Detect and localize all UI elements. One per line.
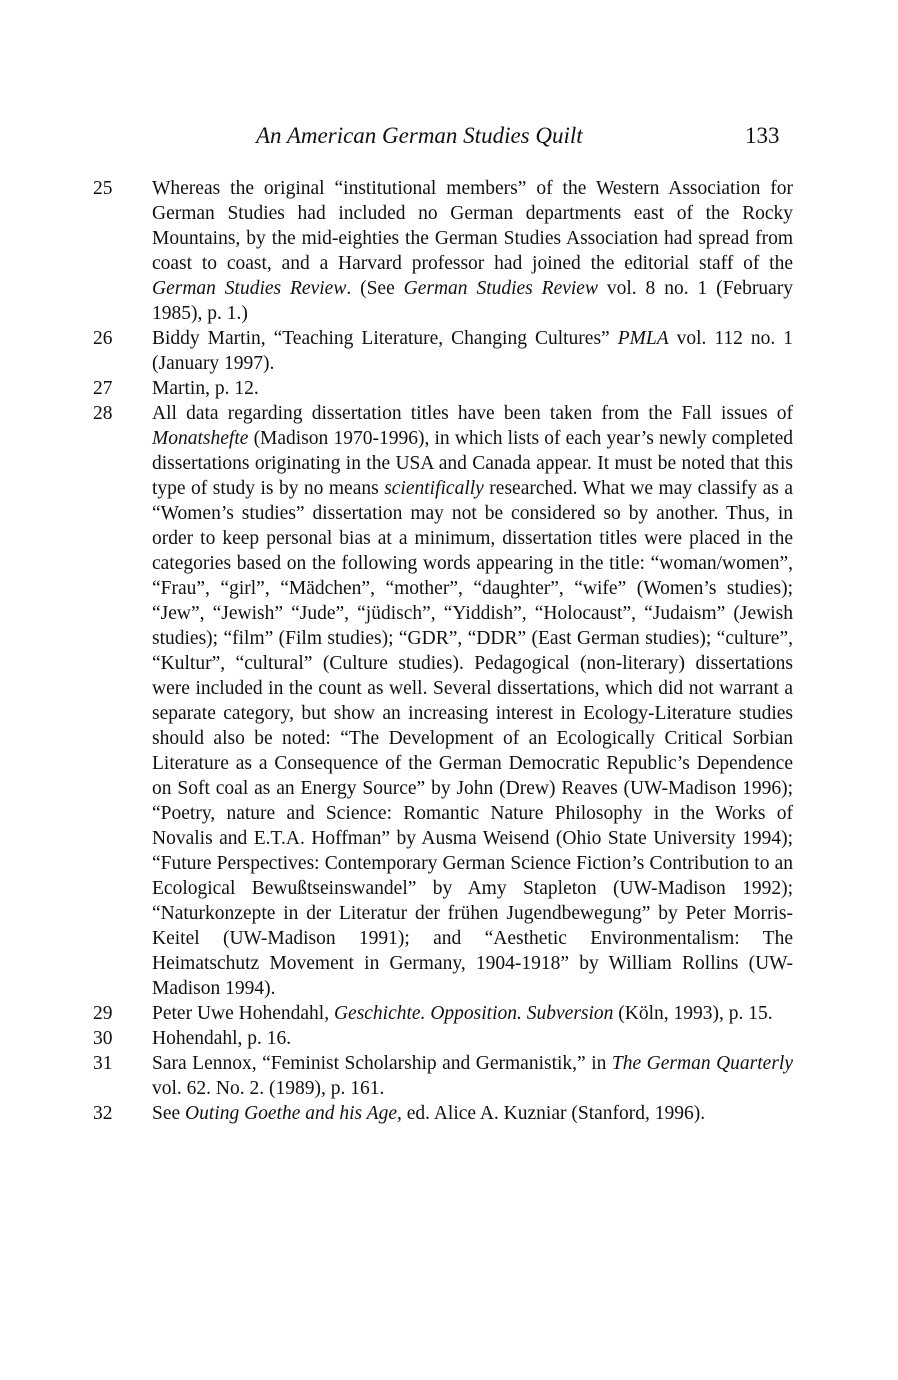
endnote-number: 29: [93, 1003, 113, 1024]
endnote-27: [93, 376, 793, 401]
endnote-text: [152, 326, 793, 376]
text-run: vol. 62. No. 2. (1989), p. 161.: [152, 1078, 385, 1099]
text-run: Sara Lennox, “Feminist Scholarship and Germanistik,” in: [152, 1053, 612, 1074]
italic-title: Outing Goethe and his Age: [185, 1103, 397, 1124]
endnote-25: [93, 176, 793, 326]
endnote-number: 26: [93, 328, 113, 349]
endnote-number: 30: [93, 1028, 113, 1049]
text-run: , ed. Alice A. Kuzniar (Stanford, 1996).: [396, 1103, 706, 1124]
text-run: vol. 8 no. 1 (February 1985), p. 1.): [152, 278, 793, 324]
endnote-number: 27: [93, 378, 113, 399]
text-run: Biddy Martin, “Teaching Literature, Changing Cultures”: [152, 328, 618, 349]
text-run: All data regarding dissertation titles have been taken from the Fall issues of: [152, 403, 793, 424]
text-run: researched. What we may classify as a “Women’s studies” dissertation may not be considered so by another. Thus, in order to keep personal bias at a minimum, dissertation titles were placed in the categories based on the following words appearing in the title: “woman/women”, “Frau”, “girl”, “Mädchen”, “mother”, “daughter”, “wife” (Women’s studies); “Jew”, “Jewish” “Jude”, “jüdisch”, “Yiddish”, “Holocaust”, “Judaism” (Jewish studies); “film” (Film studies); “GDR”, “DDR” (East German studies); “culture”, “Kultur”, “cultural” (Culture studies). Pedagogical (non-literary) dissertations were included in the count as well. Several dissertations, which did not warrant a separate category, but show an increasing interest in Ecology-Literature studies should also be noted: “The Development of an Ecologically Critical Sorbian Literature as a Consequence of the German Democratic Republic’s Dependence on Soft coal as an Energy Source” by John (Drew) Reaves (UW-Madison 1996); “Poetry, nature and Science: Romantic Nature Philosophy in the Works of Novalis and E.T.A. Hoffman” by Ausma Weisend (Ohio State University 1994); “Future Perspectives: Contemporary German Science Fiction’s Contribution to an Ecological Bewußtseinswandel” by Amy Stapleton (UW-Madison 1992); “Naturkonzepte in der Literatur der frühen Jugendbewegung” by Peter Morris-Keitel (UW-Madison 1991); and “Aesthetic Environmentalism: The Heimatschutz Movement in Germany, 1904-1918” by William Rollins (UW-Madison 1994).: [152, 478, 793, 999]
running-head-title: An American German Studies Quilt: [256, 123, 583, 148]
endnote-text: [152, 1101, 793, 1126]
endnote-text: [152, 1001, 793, 1026]
italic-title: PMLA: [617, 328, 669, 349]
italic-title: German Studies Review: [152, 278, 347, 299]
text-run: (Madison 1970-1996), in which lists of each year’s newly completed dissertations originating in the USA and Canada appear. It must be noted that this type of study is by no means: [152, 428, 793, 499]
endnote-text: [152, 1026, 793, 1051]
text-run: Martin, p. 12.: [152, 378, 259, 399]
endnote-28: [93, 401, 793, 1001]
endnote-30: [93, 1026, 793, 1051]
text-run: (Köln, 1993), p. 15.: [613, 1003, 773, 1024]
endnote-text: [152, 1051, 793, 1101]
endnote-number: 31: [93, 1053, 113, 1074]
page-number: 133: [745, 123, 780, 148]
text-run: . (See: [346, 278, 404, 299]
endnotes-list: [93, 176, 793, 1126]
text-run: Hohendahl, p. 16.: [152, 1028, 292, 1049]
endnote-32: [93, 1101, 793, 1126]
endnote-text: [152, 176, 793, 326]
text-run: See: [152, 1103, 186, 1124]
endnote-text: [152, 376, 793, 401]
italic-title: The German Quarterly: [611, 1053, 793, 1074]
italic-title: German Studies Review: [403, 278, 598, 299]
endnote-29: [93, 1001, 793, 1026]
italic-title: Monatshefte: [152, 428, 249, 449]
endnote-number: 32: [93, 1103, 113, 1124]
text-run: vol. 112 no. 1 (January 1997).: [152, 328, 793, 374]
text-run: Peter Uwe Hohendahl,: [152, 1003, 334, 1024]
endnote-31: [93, 1051, 793, 1101]
italic-title: scientifically: [384, 478, 484, 499]
running-head: [0, 120, 898, 152]
text-run: Whereas the original “institutional members” of the Western Association for German Studies had included no German departments east of the Rocky Mountains, by the mid-eighties the German Studies Association had spread from coast to coast, and a Harvard professor had joined the editorial staff of the: [152, 178, 793, 274]
endnote-number: 25: [93, 178, 113, 199]
italic-title: Geschichte. Opposition. Subversion: [333, 1003, 614, 1024]
endnote-26: [93, 326, 793, 376]
endnote-text: [152, 401, 793, 1001]
endnote-number: 28: [93, 403, 113, 424]
